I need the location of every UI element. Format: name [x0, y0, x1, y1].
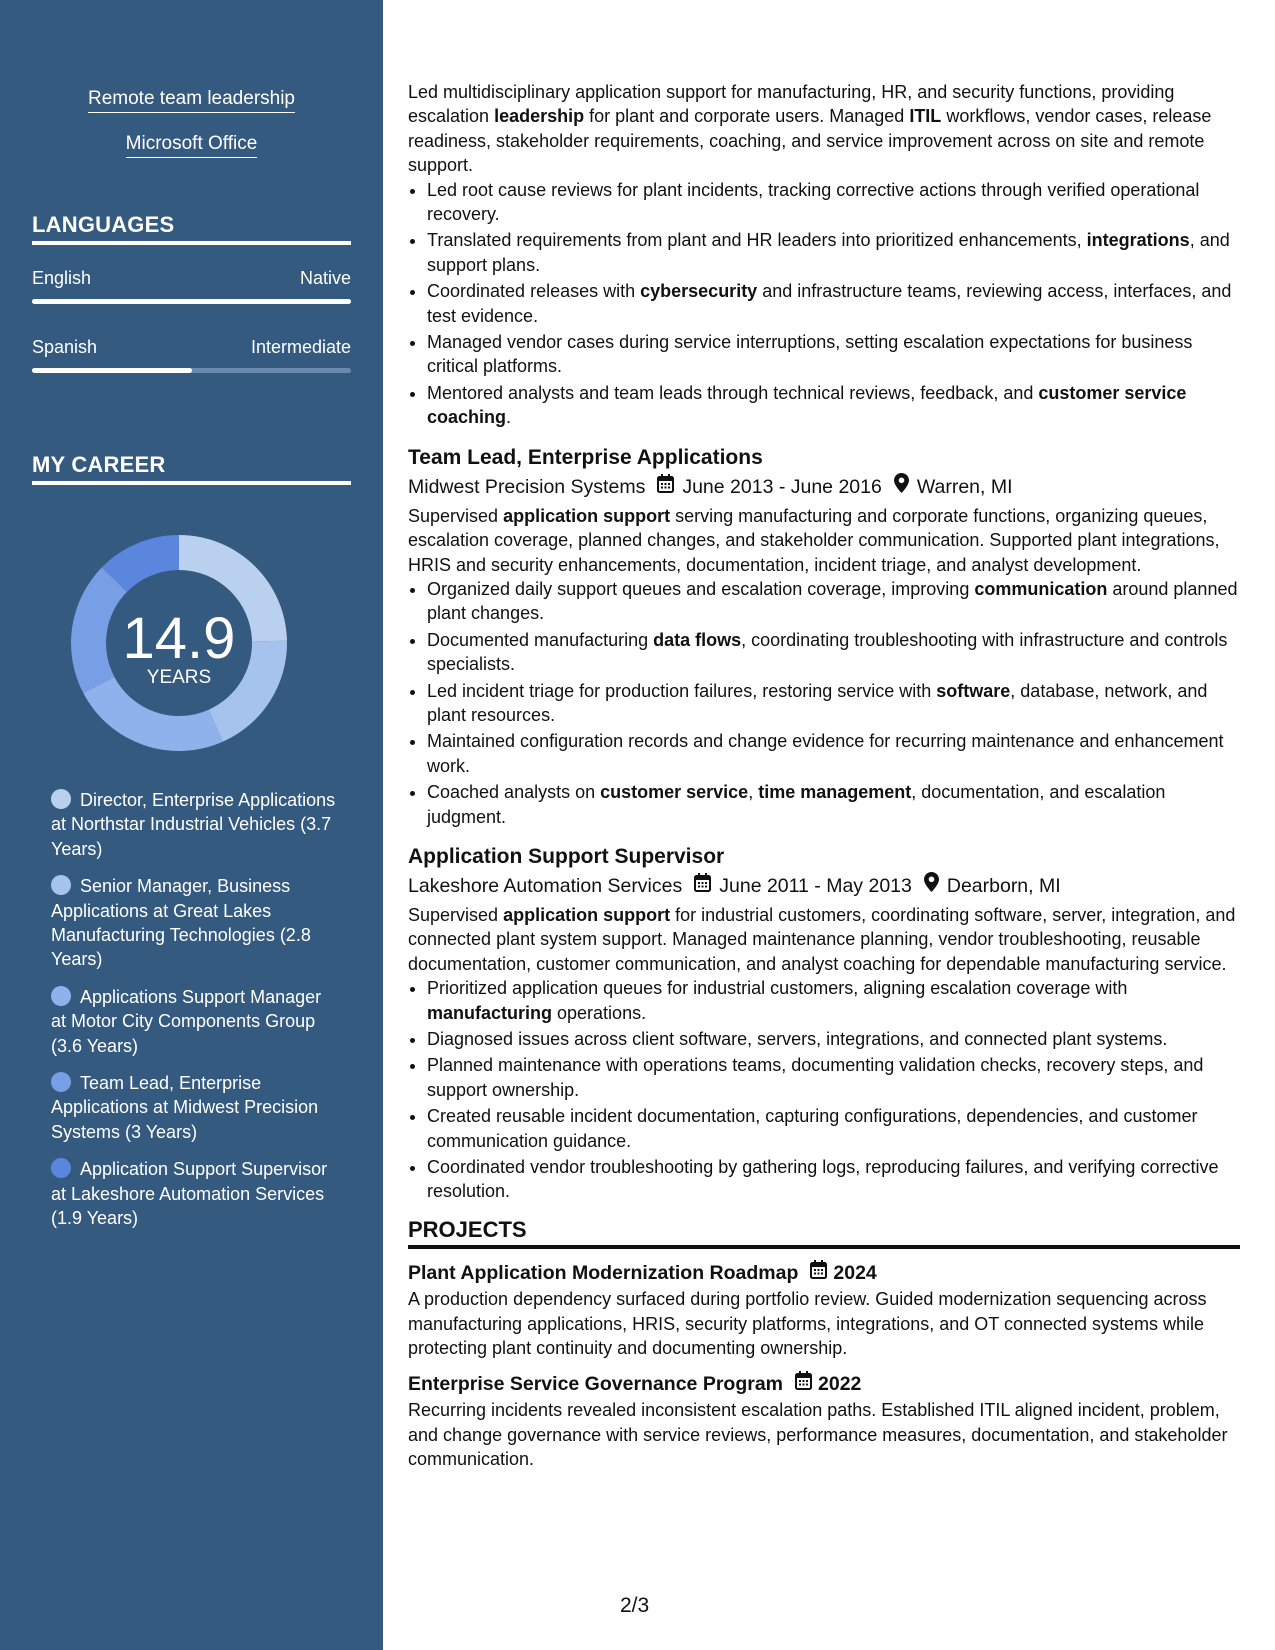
job-summary: Supervised application support serving manufacturing and corporate functions, organizing queues, escalation coverage, planned changes, and stakeholder communication. Supported plant integrations, HRIS and security enhancements, documentation, incident triage, and analyst development. [408, 505, 1220, 575]
language-bar-fill [32, 368, 192, 373]
company-name: Midwest Precision Systems [408, 475, 646, 498]
language-level: Intermediate [250, 337, 351, 357]
map-pin-icon [894, 472, 909, 502]
career-item-label: Team Lead, Enterprise Applications at Midwest Precision Systems (3 Years) [51, 1073, 319, 1142]
legend-dot [51, 986, 71, 1006]
bullet-item: • Coordinated vendor troubleshooting by gathering logs, reproducing failures, and verifying corrective resolution. [427, 1155, 1240, 1204]
job-summary: Supervised application support for industrial customers, coordinating software, server, integration, and connected plant system support. Managed maintenance planning, vendor troubleshooting, reusable documentation, customer communication, and analyst coaching for dependable manufacturing service. [408, 904, 1236, 974]
skill-link-microsoft-office[interactable] [0, 133, 383, 155]
calendar-icon [657, 472, 674, 502]
job-bullets [408, 577, 1240, 829]
language-name: English [32, 268, 92, 288]
bullet-item: • Documented manufacturing data flows, coordinating troubleshooting with infrastructure and controls specialists. [427, 628, 1240, 677]
bullet-item: • Prioritized application queues for industrial customers, aligning escalation coverage with manufacturing operations. [427, 976, 1240, 1025]
career-item-label: Applications Support Manager at Motor City Components Group (3.6 Years) [51, 986, 322, 1056]
languages-heading: LANGUAGES [32, 212, 351, 245]
company-name: Lakeshore Automation Services [408, 874, 683, 897]
career-item [51, 985, 341, 1058]
career-unit: YEARS [146, 667, 212, 688]
legend-dot [51, 789, 71, 809]
bullet-item: • Created reusable incident documentation, capturing configurations, dependencies, and customer communication guidance. [427, 1104, 1240, 1153]
job-location: Warren, MI [916, 475, 1013, 498]
language-row-spanish [32, 337, 351, 358]
bullet-item: • Led incident triage for production failures, restoring service with software, database, network, and plant resources. [427, 679, 1240, 728]
intro-bullets [408, 178, 1240, 430]
bullet-item: • Coordinated releases with cybersecurity and infrastructure teams, reviewing access, interfaces, and test evidence. [427, 279, 1240, 328]
job-title: Team Lead, Enterprise Applications [408, 445, 763, 469]
project-year: 2022 [818, 1373, 862, 1396]
main-content [408, 80, 1240, 1472]
legend-dot [51, 1158, 71, 1178]
intro-summary: Led multidisciplinary application support for manufacturing, HR, and security functions, providing escalation leadership for plant and corporate users. Managed ITIL workflows, vendor cases, release readiness, stakeholder requirements, coaching, and service improvement across on site and remote support. [408, 82, 1212, 176]
job-dates: June 2011 - May 2013 [719, 874, 912, 897]
language-bar-spanish [32, 368, 351, 373]
bullet-item: • Led root cause reviews for plant incidents, tracking corrective actions through verified operational recovery. [427, 178, 1240, 227]
calendar-icon [795, 1370, 812, 1398]
career-item-label: Application Support Supervisor at Lakeshore Automation Services (1.9 Years) [51, 1159, 328, 1229]
map-pin-icon [924, 871, 939, 901]
legend-dot [51, 875, 71, 895]
job-meta [408, 871, 1240, 901]
job-location: Dearborn, MI [946, 874, 1061, 897]
career-item [51, 874, 341, 972]
bullet-item: • Managed vendor cases during service interruptions, setting escalation expectations for business critical platforms. [427, 330, 1240, 379]
bullet-item: • Planned maintenance with operations teams, documenting validation checks, recovery steps, and support ownership. [427, 1053, 1240, 1102]
language-bar-english [32, 299, 351, 304]
job-title: Application Support Supervisor [408, 844, 725, 868]
donut-segment [71, 567, 127, 693]
language-bar-fill [32, 299, 351, 304]
legend-dot [51, 1072, 71, 1092]
project-title: Enterprise Service Governance Program [408, 1373, 784, 1396]
career-item [51, 1157, 341, 1230]
career-donut-chart [66, 530, 292, 756]
project-title: Plant Application Modernization Roadmap [408, 1262, 799, 1285]
bullet-item: • Mentored analysts and team leads through technical reviews, feedback, and customer service coaching. [427, 381, 1240, 430]
language-level: Native [299, 268, 351, 288]
bullet-item: • Organized daily support queues and escalation coverage, improving communication around planned plant changes. [427, 577, 1240, 626]
career-total: 14.9 [122, 606, 236, 671]
project-description: Recurring incidents revealed inconsistent escalation paths. Established ITIL aligned incident, problem, and change governance with service reviews, performance measures, documentation, and stakeholder communication. [408, 1400, 1228, 1470]
page-number-label: 2/3 [620, 1594, 650, 1617]
skill-label: Remote team leadership [88, 88, 295, 113]
career-item-label: Senior Manager, Business Applications at Great Lakes Manufacturing Technologies (2.8 Years) [51, 876, 311, 970]
career-item-label: Director, Enterprise Applications at Northstar Industrial Vehicles (3.7 Years) [51, 790, 336, 859]
projects-heading: PROJECTS [408, 1218, 1240, 1249]
career-item [51, 788, 341, 861]
career-heading: MY CAREER [32, 452, 351, 485]
project-description: A production dependency surfaced during portfolio review. Guided modernization sequencing across manufacturing applications, HRIS, security platforms, integrations, and OT connected systems while protecting plant continuity and documenting ownership. [408, 1289, 1207, 1359]
project-title-row [408, 1370, 1240, 1398]
job-meta [408, 472, 1240, 502]
bullet-item: • Coached analysts on customer service, time management, documentation, and escalation judgment. [427, 780, 1240, 829]
career-list [51, 788, 341, 1244]
job-dates: June 2013 - June 2016 [682, 475, 882, 498]
calendar-icon [694, 871, 711, 901]
skill-label: Microsoft Office [126, 133, 258, 158]
calendar-icon [810, 1259, 827, 1287]
sidebar [0, 0, 383, 1650]
language-row-english [32, 268, 351, 289]
bullet-item: • Maintained configuration records and change evidence for recurring maintenance and enhancement work. [427, 729, 1240, 778]
career-item [51, 1071, 341, 1144]
project-year: 2024 [833, 1262, 877, 1285]
project-title-row [408, 1259, 1240, 1287]
bullet-item: • Translated requirements from plant and HR leaders into prioritized enhancements, integrations, and support plans. [427, 228, 1240, 277]
language-name: Spanish [32, 337, 98, 357]
bullet-item: • Diagnosed issues across client software, servers, integrations, and connected plant systems. [427, 1027, 1240, 1051]
job-bullets [408, 976, 1240, 1204]
skill-link-remote-team-leadership[interactable] [0, 88, 383, 110]
